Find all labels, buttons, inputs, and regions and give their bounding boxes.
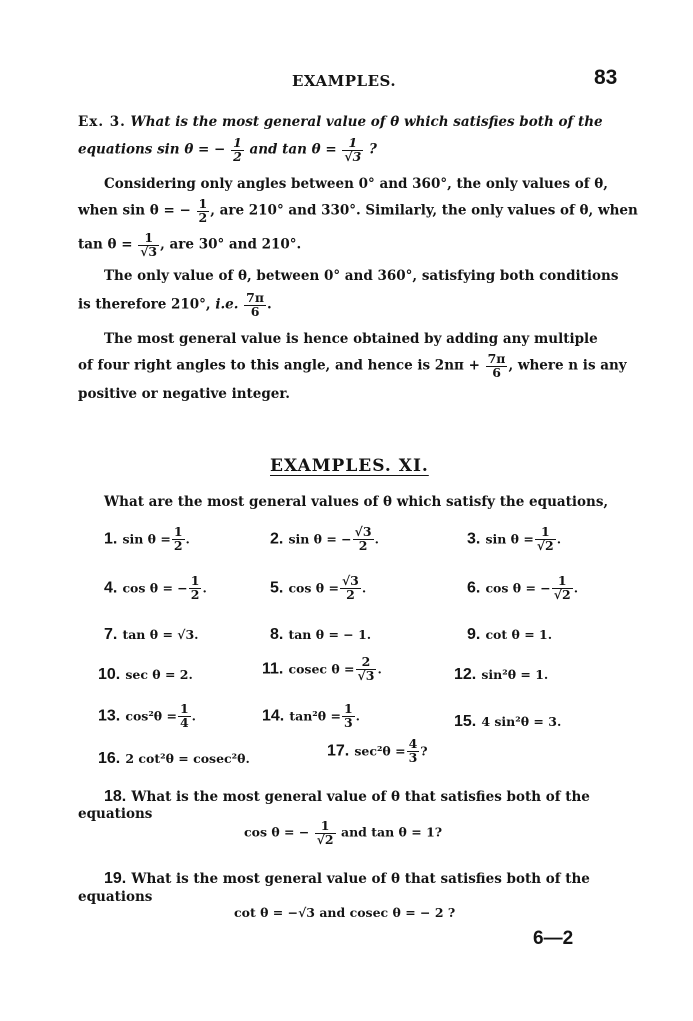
fraction: $\frac{1}{2}$ — [173, 524, 183, 553]
exercise-1: 1. sin θ = $\frac{1}{2}$ . — [104, 524, 190, 553]
example-label: Ex. 3. — [78, 114, 126, 130]
solution-line: is therefore 210°, i.e. $\frac{7\pi}{6}$ . — [78, 290, 272, 319]
solution-line: tan θ = $\frac{1}{√3}$ , are 30° and 210°. — [78, 230, 302, 259]
fraction: $\frac{1}{√2}$ — [553, 573, 571, 602]
exercise-16: 16. 2 cot²θ = cosec²θ. — [98, 750, 250, 767]
example-question-line-1: Ex. 3. What is the most general value of θ which satisfies both of the — [78, 114, 603, 130]
exercise-13: 13. cos²θ = $\frac{1}{4}$ . — [98, 701, 197, 730]
exercise-5: 5. cos θ = $\frac{√3}{2}$ . — [270, 573, 367, 602]
fraction: $\frac{1}{√3}$ — [344, 135, 362, 164]
example-question-line-2: equations sin θ = − $\frac{1}{2}$ and tan θ = $\frac{1}{√3}$ ? — [78, 135, 377, 164]
exercise-12: 12. sin²θ = 1. — [454, 666, 549, 683]
exercise-6: 6. cos θ = − $\frac{1}{√2}$ . — [467, 573, 579, 602]
solution-line: Considering only angles between 0° and 360°, the only values of θ, — [104, 176, 608, 192]
exercise-9: 9. cot θ = 1. — [467, 626, 553, 643]
exercise-7: 7. tan θ = √3. — [104, 626, 199, 643]
question-19-line-1: 19. What is the most general value of θ that satisfies both of the — [104, 870, 590, 887]
fraction: $\frac{7\pi}{6}$ — [246, 290, 265, 319]
fraction: $\frac{1}{2}$ — [190, 573, 200, 602]
question-18-line-1: 18. What is the most general value of θ that satisfies both of the — [104, 788, 590, 805]
question-18-line-2: equations — [78, 806, 153, 822]
fraction: $\frac{1}{√2}$ — [536, 524, 554, 553]
question-18-equation: cos θ = − $\frac{1}{√2}$ and tan θ = 1? — [244, 818, 443, 847]
solution-line: The only value of θ, between 0° and 360°, satisfying both conditions — [104, 268, 619, 284]
fraction: $\frac{4}{3}$ — [408, 736, 418, 765]
solution-line: The most general value is hence obtained by adding any multiple — [104, 331, 598, 347]
page-number: 83 — [594, 66, 618, 89]
fraction: $\frac{1}{√2}$ — [316, 818, 334, 847]
fraction: $\frac{7\pi}{6}$ — [487, 351, 506, 380]
fraction: $\frac{1}{4}$ — [179, 701, 189, 730]
exercise-14: 14. tan²θ = $\frac{1}{3}$ . — [262, 701, 361, 730]
signature-mark: 6—2 — [533, 928, 574, 949]
exercise-15: 15. 4 sin²θ = 3. — [454, 713, 562, 730]
exercise-4: 4. cos θ = − $\frac{1}{2}$ . — [104, 573, 207, 602]
exercise-8: 8. tan θ = − 1. — [270, 626, 372, 643]
exercise-2: 2. sin θ = − $\frac{√3}{2}$ . — [270, 524, 379, 553]
fraction: $\frac{1}{2}$ — [198, 196, 208, 225]
question-19-line-2: equations — [78, 889, 153, 905]
solution-line: of four right angles to this angle, and hence is 2nπ + $\frac{7\pi}{6}$ , where n is any — [78, 351, 627, 380]
solution-line: positive or negative integer. — [78, 386, 290, 402]
exercise-11: 11. cosec θ = $\frac{2}{√3}$ . — [262, 654, 382, 683]
fraction: $\frac{2}{√3}$ — [357, 654, 375, 683]
running-header: EXAMPLES. — [292, 72, 397, 90]
section-intro: What are the most general values of θ which satisfy the equations, — [104, 494, 609, 510]
fraction: $\frac{1}{2}$ — [233, 135, 242, 164]
fraction: $\frac{1}{3}$ — [343, 701, 353, 730]
fraction: $\frac{1}{√3}$ — [140, 230, 158, 259]
exercise-10: 10. sec θ = 2. — [98, 666, 193, 683]
fraction: $\frac{√3}{2}$ — [354, 524, 372, 553]
solution-line: when sin θ = − $\frac{1}{2}$ , are 210° and 330°. Similarly, the only values of θ, when — [78, 196, 638, 225]
section-title: EXAMPLES. XI. — [270, 456, 429, 476]
fraction: $\frac{√3}{2}$ — [341, 573, 359, 602]
exercise-3: 3. sin θ = $\frac{1}{√2}$ . — [467, 524, 562, 553]
question-19-equation: cot θ = −√3 and cosec θ = − 2 ? — [234, 905, 456, 920]
exercise-17: 17. sec²θ = $\frac{4}{3}$ ? — [327, 736, 428, 765]
